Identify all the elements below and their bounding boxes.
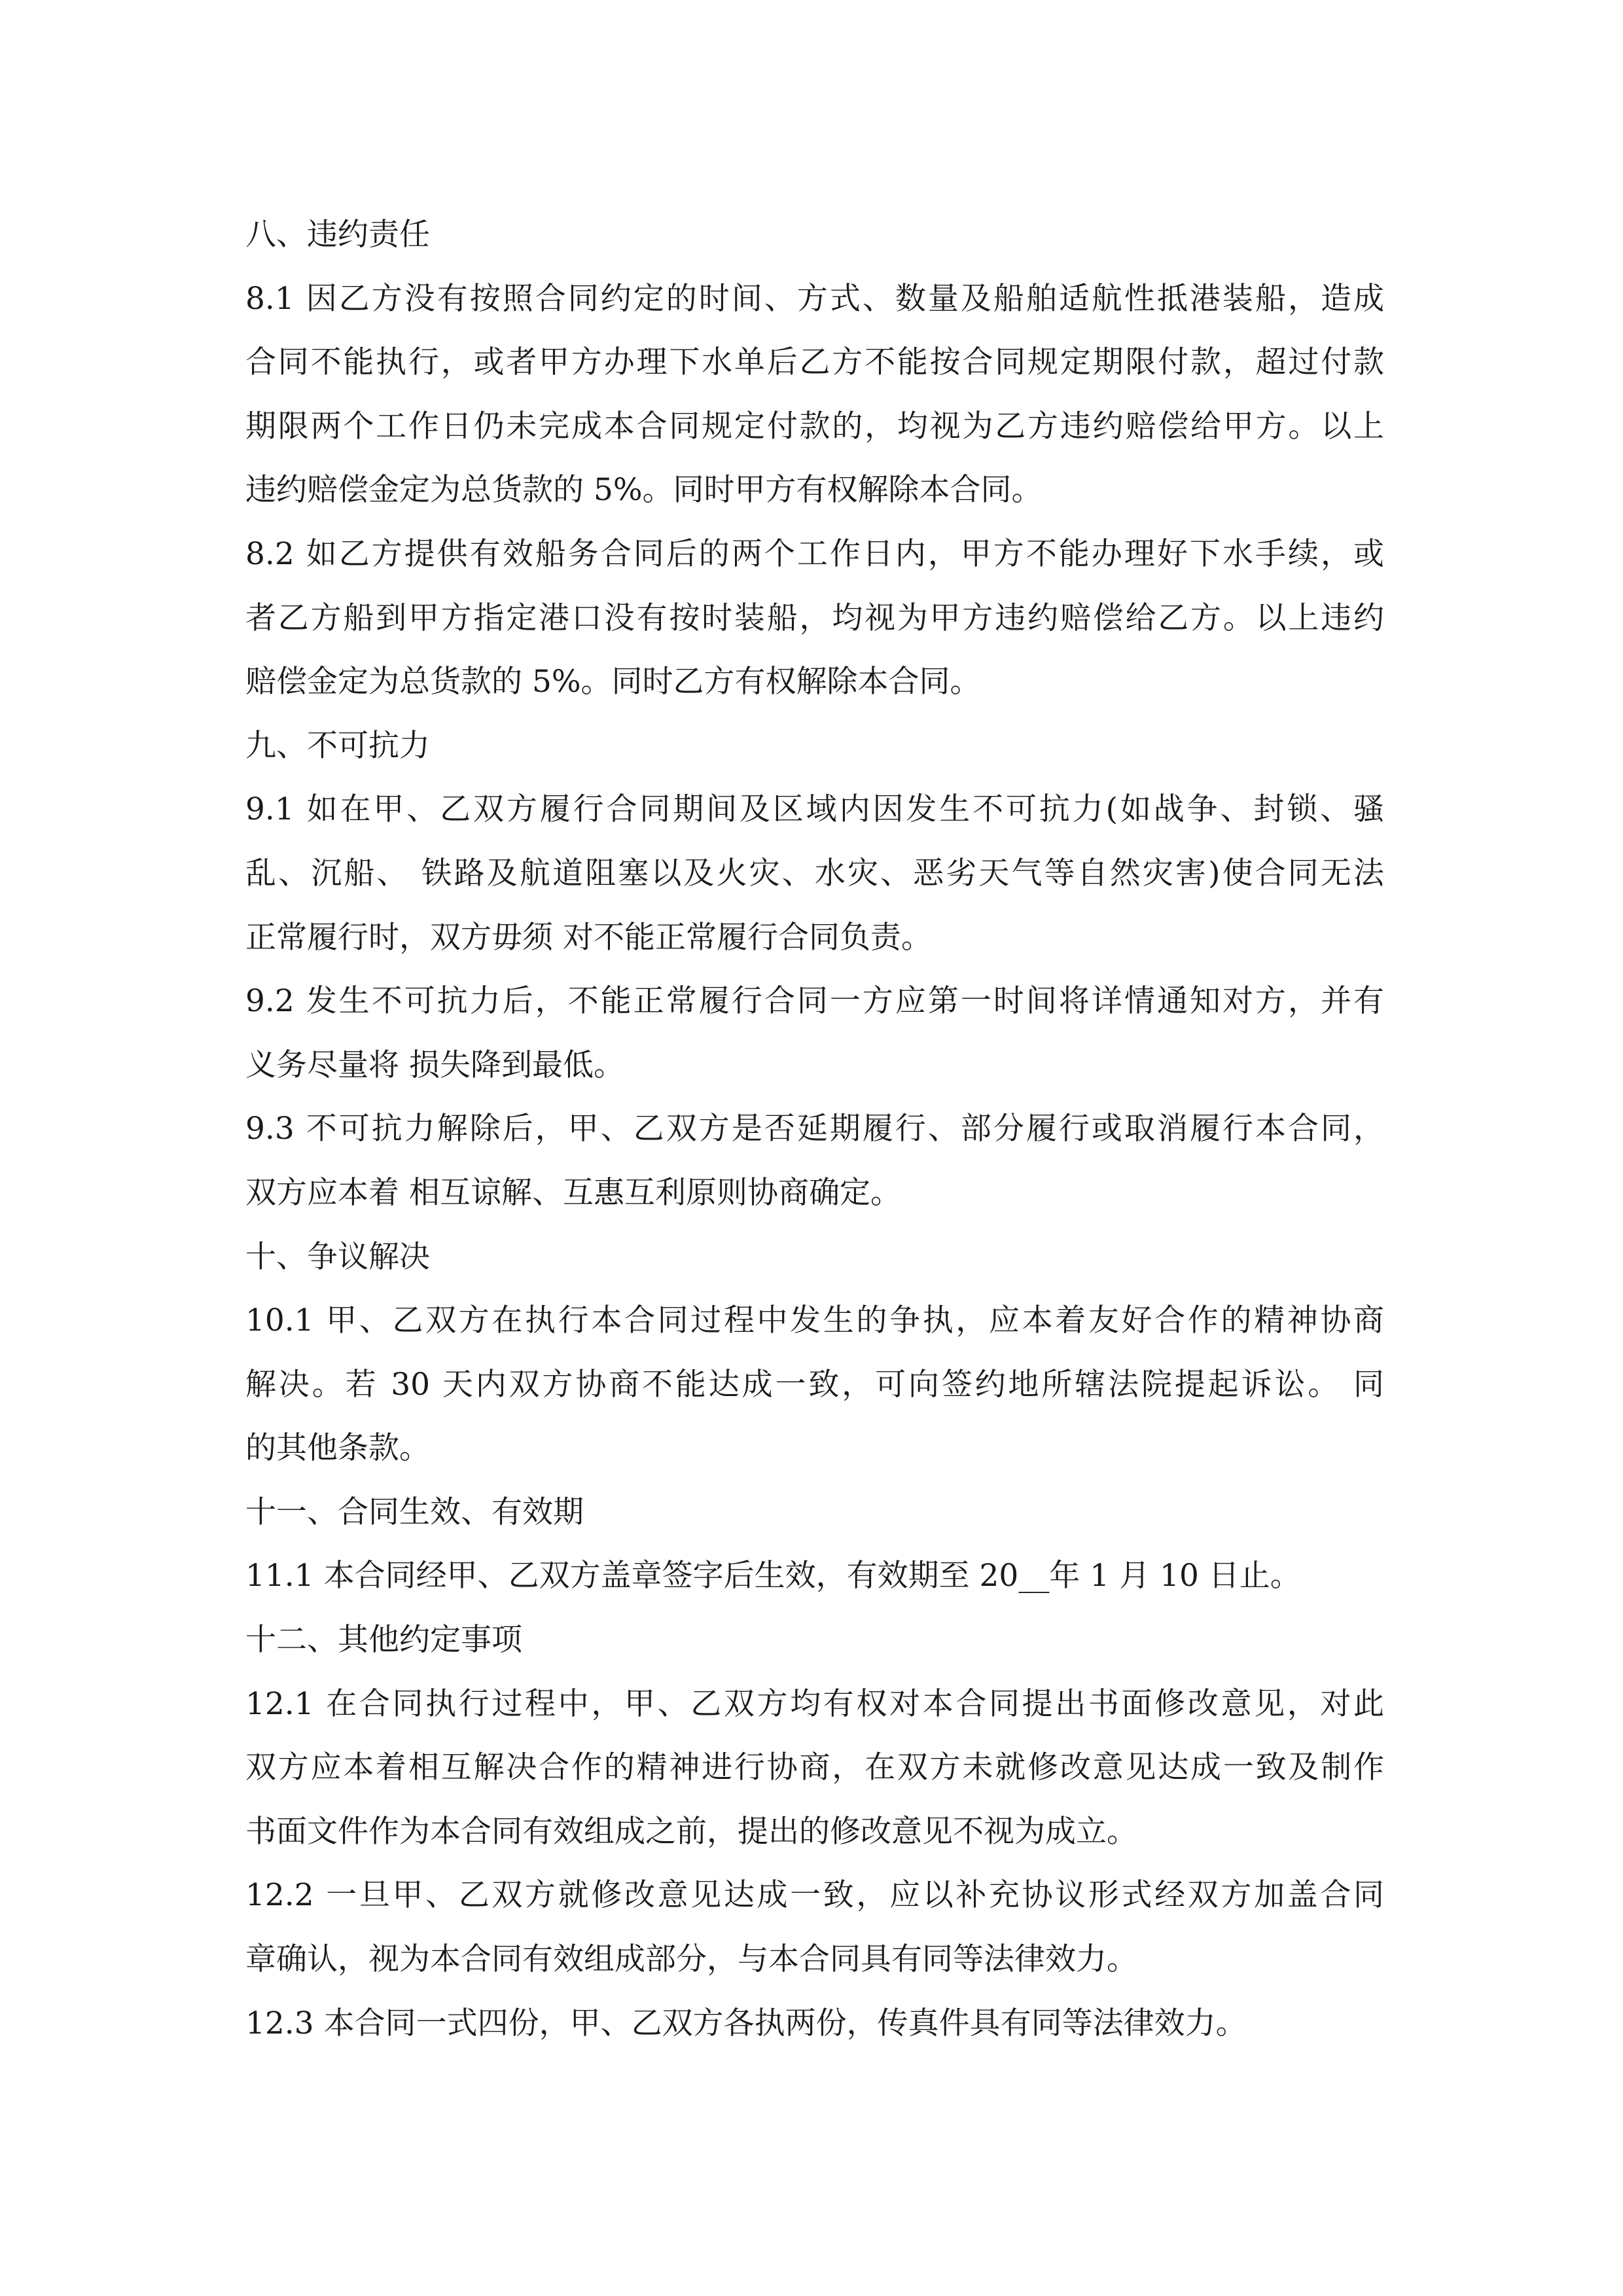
- section-heading-effectiveness: 十一、合同生效、有效期: [245, 1494, 584, 1530]
- section-heading-force-majeure: 九、不可抗力: [245, 727, 430, 764]
- clause-9-1-line-2: 乱、沉船、 铁路及航道阻塞以及火灾、水灾、恶劣天气等自然灾害)使合同无法: [245, 855, 1384, 891]
- section-heading-dispute: 十、争议解决: [245, 1238, 430, 1275]
- clause-11-1-line-1: 11.1 本合同经甲、乙双方盖章签字后生效，有效期至 20__年 1 月 10 日止。: [245, 1558, 1301, 1594]
- clause-8-2-line-2: 者乙方船到甲方指定港口没有按时装船，均视为甲方违约赔偿给乙方。以上违约: [245, 600, 1384, 636]
- clause-8-2-line-3: 赔偿金定为总货款的 5%。同时乙方有权解除本合同。: [245, 664, 981, 700]
- clause-12-3-line-1: 12.3 本合同一式四份，甲、乙双方各执两份，传真件具有同等法律效力。: [245, 2005, 1247, 2041]
- clause-10-1-line-2: 解决。若 30 天内双方协商不能达成一致，可向签约地所辖法院提起诉讼。 同: [245, 1366, 1384, 1403]
- clause-10-1-line-3: 的其他条款。: [245, 1430, 430, 1467]
- clause-12-1-line-3: 书面文件作为本合同有效组成之前，提出的修改意见不视为成立。: [245, 1813, 1137, 1850]
- clause-9-3-line-2: 双方应本着 相互谅解、互惠互利原则协商确定。: [245, 1174, 901, 1211]
- section-heading-other-matters: 十二、其他约定事项: [245, 1622, 522, 1659]
- clause-12-2-line-1: 12.2 一旦甲、乙双方就修改意见达成一致，应以补充协议形式经双方加盖合同: [245, 1877, 1384, 1914]
- clause-9-2-line-1: 9.2 发生不可抗力后，不能正常履行合同一方应第一时间将详情通知对方，并有: [245, 983, 1384, 1020]
- clause-12-1-line-2: 双方应本着相互解决合作的精神进行协商，在双方未就修改意见达成一致及制作: [245, 1749, 1384, 1786]
- clause-10-1-line-1: 10.1 甲、乙双方在执行本合同过程中发生的争执，应本着友好合作的精神协商: [245, 1302, 1384, 1339]
- clause-9-3-line-1: 9.3 不可抗力解除后，甲、乙双方是否延期履行、部分履行或取消履行本合同，: [245, 1111, 1384, 1147]
- clause-12-2-line-2: 章确认，视为本合同有效组成部分，与本合同具有同等法律效力。: [245, 1941, 1137, 1978]
- section-heading-breach: 八、违约责任: [245, 217, 430, 253]
- clause-12-1-line-1: 12.1 在合同执行过程中，甲、乙双方均有权对本合同提出书面修改意见，对此: [245, 1685, 1384, 1722]
- clause-9-2-line-2: 义务尽量将 损失降到最低。: [245, 1047, 624, 1083]
- clause-8-1-line-3: 期限两个工作日仍未完成本合同规定付款的，均视为乙方违约赔偿给甲方。以上: [245, 408, 1384, 444]
- clause-8-2-line-1: 8.2 如乙方提供有效船务合同后的两个工作日内，甲方不能办理好下水手续，或: [245, 535, 1384, 572]
- clause-8-1-line-2: 合同不能执行，或者甲方办理下水单后乙方不能按合同规定期限付款，超过付款: [245, 344, 1384, 381]
- clause-8-1-line-1: 8.1 因乙方没有按照合同约定的时间、方式、数量及船舶适航性抵港装船，造成: [245, 280, 1384, 317]
- clause-8-1-line-4: 违约赔偿金定为总货款的 5%。同时甲方有权解除本合同。: [245, 472, 1043, 509]
- clause-9-1-line-3: 正常履行时，双方毋须 对不能正常履行合同负责。: [245, 919, 932, 956]
- clause-9-1-line-1: 9.1 如在甲、乙双方履行合同期间及区域内因发生不可抗力(如战争、封锁、骚: [245, 791, 1384, 828]
- document-body: [245, 203, 1384, 2055]
